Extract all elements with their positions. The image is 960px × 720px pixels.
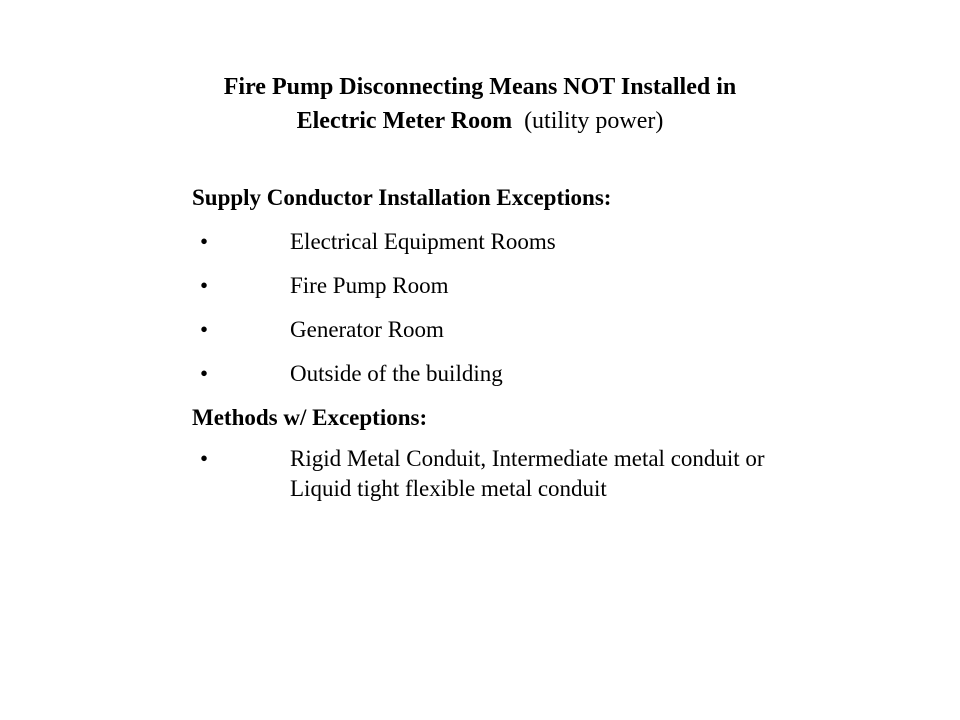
section-heading-methods: Methods w/ Exceptions: (192, 405, 428, 430)
list-item-text: Rigid Metal Conduit, Intermediate metal conduit or Liquid tight flexible metal conduit (290, 446, 765, 501)
list-item-text: Outside of the building (290, 361, 503, 386)
title-line-2-normal: (utility power) (524, 108, 664, 134)
title-line-2 (0, 104, 960, 138)
list-item-text: Generator Room (290, 317, 444, 342)
section-heading-supply: Supply Conductor Installation Exceptions: (192, 185, 612, 210)
list-item (192, 224, 892, 268)
list-item (192, 312, 892, 356)
list-item-text: Fire Pump Room (290, 273, 449, 298)
slide-body (192, 180, 892, 504)
list-item (192, 356, 892, 400)
slide-title (0, 70, 960, 138)
title-line-1-text: Fire Pump Disconnecting Means NOT Installed in (223, 74, 737, 100)
title-line-2-bold: Electric Meter Room (296, 108, 513, 134)
list-item (192, 444, 892, 504)
bullet-icon: • (200, 317, 209, 342)
list-item-text: Electrical Equipment Rooms (290, 229, 556, 254)
bullet-icon: • (200, 446, 209, 471)
title-line-1 (0, 70, 960, 104)
bullet-icon: • (200, 273, 209, 298)
bullet-icon: • (200, 229, 209, 254)
list-item (192, 268, 892, 312)
bullet-icon: • (200, 361, 209, 386)
